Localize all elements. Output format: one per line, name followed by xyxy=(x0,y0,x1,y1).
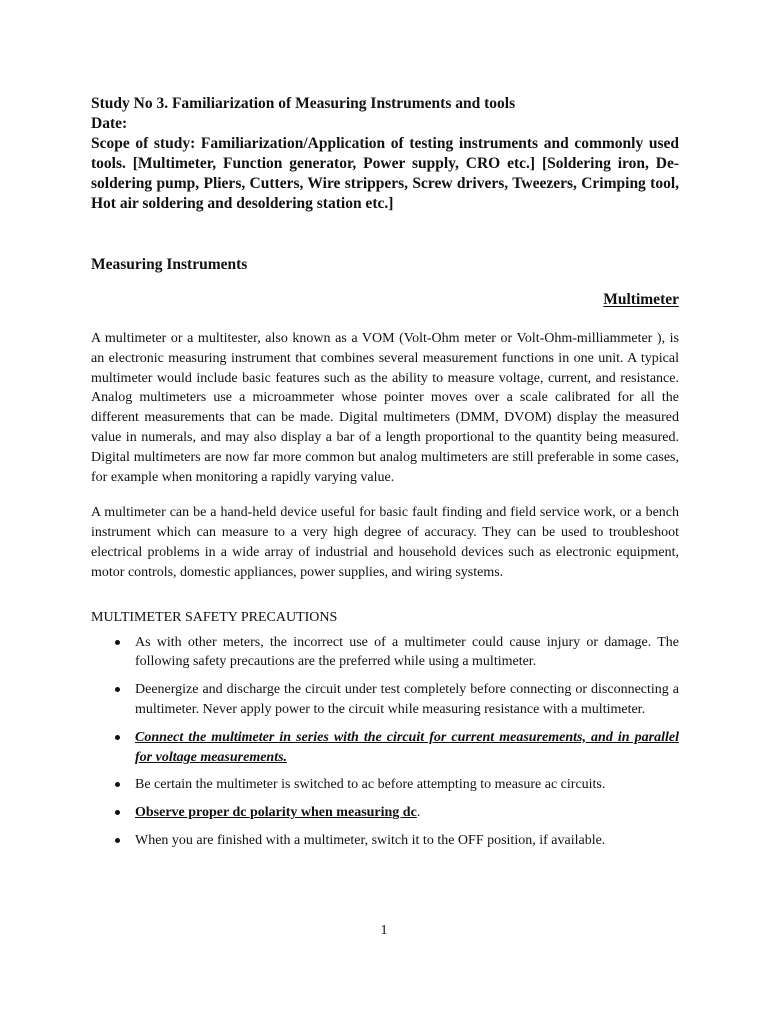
page-number: 1 xyxy=(380,923,388,938)
bullet-icon xyxy=(115,640,120,645)
list-item-text-emphasized: Observe proper dc polarity when measuring dc xyxy=(135,805,417,821)
subheading-text: Multimeter xyxy=(603,291,679,308)
list-item xyxy=(91,803,679,823)
document-header xyxy=(91,94,679,214)
list-item-text: Deenergize and discharge the circuit under test completely before connecting or disconnecting a multimeter. Never apply power to the circuit while measuring resistance with a multimeter. xyxy=(135,682,679,717)
list-item xyxy=(91,728,679,768)
list-item xyxy=(91,831,679,851)
paragraph-intro: A multimeter or a multitester, also known as a VOM (Volt-Ohm meter or Volt-Ohm-milliammeter ), is an electronic measuring instrument that combines several measurement functions in one unit. A typical multimeter would include basic features such as the ability to measure voltage, current, and resistance. Analog multimeters use a microammeter whose pointer moves over a scale calibrated for all the different measurements that can be made. Digital multimeters (DMM, DVOM) display the measured value in numerals, and may also display a bar of a length proportional to the quantity being measured. Digital multimeters are now far more common but analog multimeters are still preferable in some cases, for example when monitoring a rapidly varying value. xyxy=(91,331,679,485)
list-item-text: Be certain the multimeter is switched to ac before attempting to measure ac circuits. xyxy=(135,777,606,793)
bullet-icon xyxy=(115,810,120,815)
list-item-text: As with other meters, the incorrect use of a multimeter could cause injury or damage. The following safety precautions are the preferred while using a multimeter. xyxy=(135,634,679,670)
subheading-multimeter xyxy=(91,291,679,309)
list-item-suffix: . xyxy=(416,805,421,821)
bullet-icon xyxy=(115,838,120,843)
bullet-icon xyxy=(115,687,120,692)
bullet-icon xyxy=(115,782,120,787)
list-item xyxy=(91,633,679,673)
section-title: Measuring Instruments xyxy=(91,256,248,273)
list-item-text: When you are finished with a multimeter, switch it to the OFF position, if available. xyxy=(135,832,606,848)
date-label: Date: xyxy=(91,115,128,132)
bullet-icon xyxy=(115,735,120,740)
scope-of-study: Scope of study: Familiarization/Application of testing instruments and commonly used tools. [Multimeter, Function generator, Power supply, CRO etc.] [Soldering iron, De-soldering pump, Pliers, Cutters, Wire strippers, Screw drivers, Tweezers, Crimping tool, Hot air soldering and desoldering station etc.] xyxy=(91,135,679,212)
list-item xyxy=(91,680,679,720)
precautions-list xyxy=(91,633,679,851)
paragraph-uses: A multimeter can be a hand-held device useful for basic fault finding and field service work, or a bench instrument which can measure to a very high degree of accuracy. They can be used to troubleshoot electrical problems in a wide array of industrial and household devices such as electronic equipment, motor controls, domestic appliances, power supplies, and wiring systems. xyxy=(91,505,679,580)
page-content xyxy=(91,94,679,859)
list-item-text-emphasized: Connect the multimeter in series with the circuit for current measurements, and in parallel for voltage measurements. xyxy=(135,729,679,765)
precautions-title: MULTIMETER SAFETY PRECAUTIONS xyxy=(91,609,338,625)
list-item xyxy=(91,775,679,795)
study-title: Study No 3. Familiarization of Measuring Instruments and tools xyxy=(91,95,516,112)
